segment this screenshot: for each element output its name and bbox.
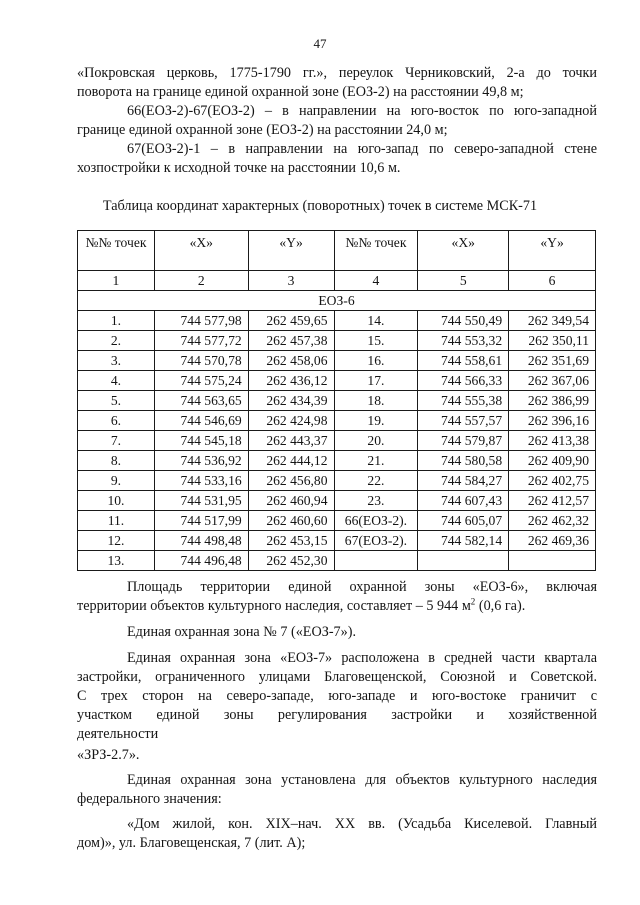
area-text-end: (0,6 га). <box>475 598 526 614</box>
point-number: 7. <box>78 431 155 451</box>
text-line: Единая охранная зона «ЕОЗ-7» расположена в средней части квартала <box>127 650 597 666</box>
x-value: 744 584,27 <box>418 471 509 491</box>
x-value: 744 582,14 <box>418 531 509 551</box>
x-value: 744 575,24 <box>154 371 248 391</box>
page-number: 47 <box>313 36 327 51</box>
y-value: 262 456,80 <box>248 471 334 491</box>
table-row <box>78 431 596 451</box>
zone7-title: Единая охранная зона № 7 («ЕОЗ-7»). <box>127 624 357 640</box>
x-value: 744 498,48 <box>154 531 248 551</box>
point-number: 6. <box>78 411 155 431</box>
table-row <box>78 331 596 351</box>
x-value: 744 555,38 <box>418 391 509 411</box>
area-text: территории объектов культурного наследия, составляет – 5 944 м <box>77 598 471 614</box>
point-number: 19. <box>334 411 418 431</box>
y-value: 262 434,39 <box>248 391 334 411</box>
column-number: 6 <box>509 271 596 291</box>
x-value: 744 531,95 <box>154 491 248 511</box>
table-row <box>78 371 596 391</box>
point-number: 10. <box>78 491 155 511</box>
text-line: участком единой зоны регулирования застройки и хозяйственной <box>77 707 597 723</box>
x-value: 744 577,98 <box>154 311 248 331</box>
house-paragraph <box>77 815 597 853</box>
y-value: 262 402,75 <box>509 471 596 491</box>
table-row <box>78 551 596 571</box>
text-line: Площадь территории единой охранной зоны «ЕОЗ-6», включая <box>127 579 597 595</box>
established-paragraph <box>77 771 597 809</box>
y-value: 262 460,60 <box>248 511 334 531</box>
header-y: «Y» <box>509 231 596 271</box>
y-value: 262 453,15 <box>248 531 334 551</box>
y-value: 262 462,32 <box>509 511 596 531</box>
x-value: 744 546,69 <box>154 411 248 431</box>
point-number <box>334 551 418 571</box>
point-number: 1. <box>78 311 155 331</box>
route-description <box>77 64 597 178</box>
text-line: границе единой охранной зоне (ЕОЗ-2) на расстоянии 24,0 м; <box>77 122 448 138</box>
text-line <box>77 597 597 616</box>
table-row <box>78 491 596 511</box>
y-value: 262 457,38 <box>248 331 334 351</box>
y-value: 262 409,90 <box>509 451 596 471</box>
x-value: 744 496,48 <box>154 551 248 571</box>
point-number: 4. <box>78 371 155 391</box>
column-number-row <box>78 271 596 291</box>
text-line: дом)», ул. Благовещенская, 7 (лит. А); <box>77 835 306 851</box>
table-caption: Таблица координат характерных (поворотных) точек в системе МСК-71 <box>102 198 538 214</box>
table-header-row <box>78 231 596 271</box>
column-number: 4 <box>334 271 418 291</box>
x-value: 744 533,16 <box>154 471 248 491</box>
table-row <box>78 471 596 491</box>
text-line: деятельности <box>77 726 159 742</box>
point-number: 21. <box>334 451 418 471</box>
point-number: 23. <box>334 491 418 511</box>
y-value: 262 443,37 <box>248 431 334 451</box>
table-body <box>78 311 596 571</box>
y-value: 262 469,36 <box>509 531 596 551</box>
table-row <box>78 351 596 371</box>
point-number: 16. <box>334 351 418 371</box>
x-value: 744 605,07 <box>418 511 509 531</box>
y-value: 262 424,98 <box>248 411 334 431</box>
point-number: 66(ЕОЗ-2). <box>334 511 418 531</box>
point-number: 2. <box>78 331 155 351</box>
x-value: 744 566,33 <box>418 371 509 391</box>
text-line: «Покровская церковь, 1775-1790 гг.», переулок Черниковский, 2-а до точки <box>77 65 597 81</box>
y-value: 262 452,30 <box>248 551 334 571</box>
x-value: 744 563,65 <box>154 391 248 411</box>
text-line: 67(ЕОЗ-2)-1 – в направлении на юго-запад по северо-западной стене <box>127 141 597 157</box>
table-row <box>78 311 596 331</box>
y-value: 262 436,12 <box>248 371 334 391</box>
point-number: 8. <box>78 451 155 471</box>
y-value: 262 367,06 <box>509 371 596 391</box>
table-row <box>78 531 596 551</box>
text-line: С трех сторон на северо-западе, юго-западе и юго-востоке граничит с <box>77 688 597 704</box>
point-number: 17. <box>334 371 418 391</box>
point-number: 18. <box>334 391 418 411</box>
y-value: 262 459,65 <box>248 311 334 331</box>
column-number: 5 <box>418 271 509 291</box>
point-number: 20. <box>334 431 418 451</box>
table-row <box>78 511 596 531</box>
y-value: 262 444,12 <box>248 451 334 471</box>
zone7-paragraph <box>77 649 597 744</box>
y-value: 262 351,69 <box>509 351 596 371</box>
header-y: «Y» <box>248 231 334 271</box>
table-row <box>78 391 596 411</box>
table-row <box>78 411 596 431</box>
header-x: «X» <box>418 231 509 271</box>
column-number: 3 <box>248 271 334 291</box>
zone-text <box>77 578 597 853</box>
y-value: 262 413,38 <box>509 431 596 451</box>
point-number: 14. <box>334 311 418 331</box>
x-value: 744 580,58 <box>418 451 509 471</box>
y-value: 262 460,94 <box>248 491 334 511</box>
point-number: 22. <box>334 471 418 491</box>
x-value <box>418 551 509 571</box>
x-value: 744 550,49 <box>418 311 509 331</box>
text-line: «Дом жилой, кон. XIX–нач. XX вв. (Усадьба Киселевой. Главный <box>127 816 597 832</box>
x-value: 744 577,72 <box>154 331 248 351</box>
x-value: 744 607,43 <box>418 491 509 511</box>
table-row <box>78 451 596 471</box>
x-value: 744 545,18 <box>154 431 248 451</box>
text-line: застройки, ограниченного улицами Благовещенской, Союзной и Советской. <box>77 669 597 685</box>
group-row <box>78 291 596 311</box>
text-line: поворота на границе единой охранной зоне (ЕОЗ-2) на расстоянии 49,8 м; <box>77 84 524 100</box>
point-number: 12. <box>78 531 155 551</box>
y-value: 262 350,11 <box>509 331 596 351</box>
header-x: «X» <box>154 231 248 271</box>
x-value: 744 553,32 <box>418 331 509 351</box>
y-value: 262 412,57 <box>509 491 596 511</box>
x-value: 744 558,61 <box>418 351 509 371</box>
header-point-number: №№ точек <box>334 231 418 271</box>
point-number: 9. <box>78 471 155 491</box>
x-value: 744 517,99 <box>154 511 248 531</box>
x-value: 744 557,57 <box>418 411 509 431</box>
y-value: 262 458,06 <box>248 351 334 371</box>
x-value: 744 579,87 <box>418 431 509 451</box>
y-value <box>509 551 596 571</box>
column-number: 2 <box>154 271 248 291</box>
x-value: 744 570,78 <box>154 351 248 371</box>
y-value: 262 396,16 <box>509 411 596 431</box>
text-line: Единая охранная зона установлена для объектов культурного наследия <box>127 772 597 788</box>
point-number: 13. <box>78 551 155 571</box>
text-line: 66(ЕОЗ-2)-67(ЕОЗ-2) – в направлении на юго-восток по юго-западной <box>127 103 597 119</box>
point-number: 67(ЕОЗ-2). <box>334 531 418 551</box>
point-number: 15. <box>334 331 418 351</box>
group-label: ЕОЗ-6 <box>78 291 596 311</box>
superscript: 2 <box>470 596 476 607</box>
coordinates-table <box>77 230 596 571</box>
x-value: 744 536,92 <box>154 451 248 471</box>
point-number: 11. <box>78 511 155 531</box>
text-line: федерального значения: <box>77 791 222 807</box>
y-value: 262 349,54 <box>509 311 596 331</box>
text-line: хозпостройки к исходной точке на расстоянии 10,6 м. <box>77 160 401 176</box>
point-number: 5. <box>78 391 155 411</box>
column-number: 1 <box>78 271 155 291</box>
zrz-label: «ЗРЗ-2.7». <box>77 747 140 763</box>
y-value: 262 386,99 <box>509 391 596 411</box>
header-point-number: №№ точек <box>78 231 155 271</box>
point-number: 3. <box>78 351 155 371</box>
